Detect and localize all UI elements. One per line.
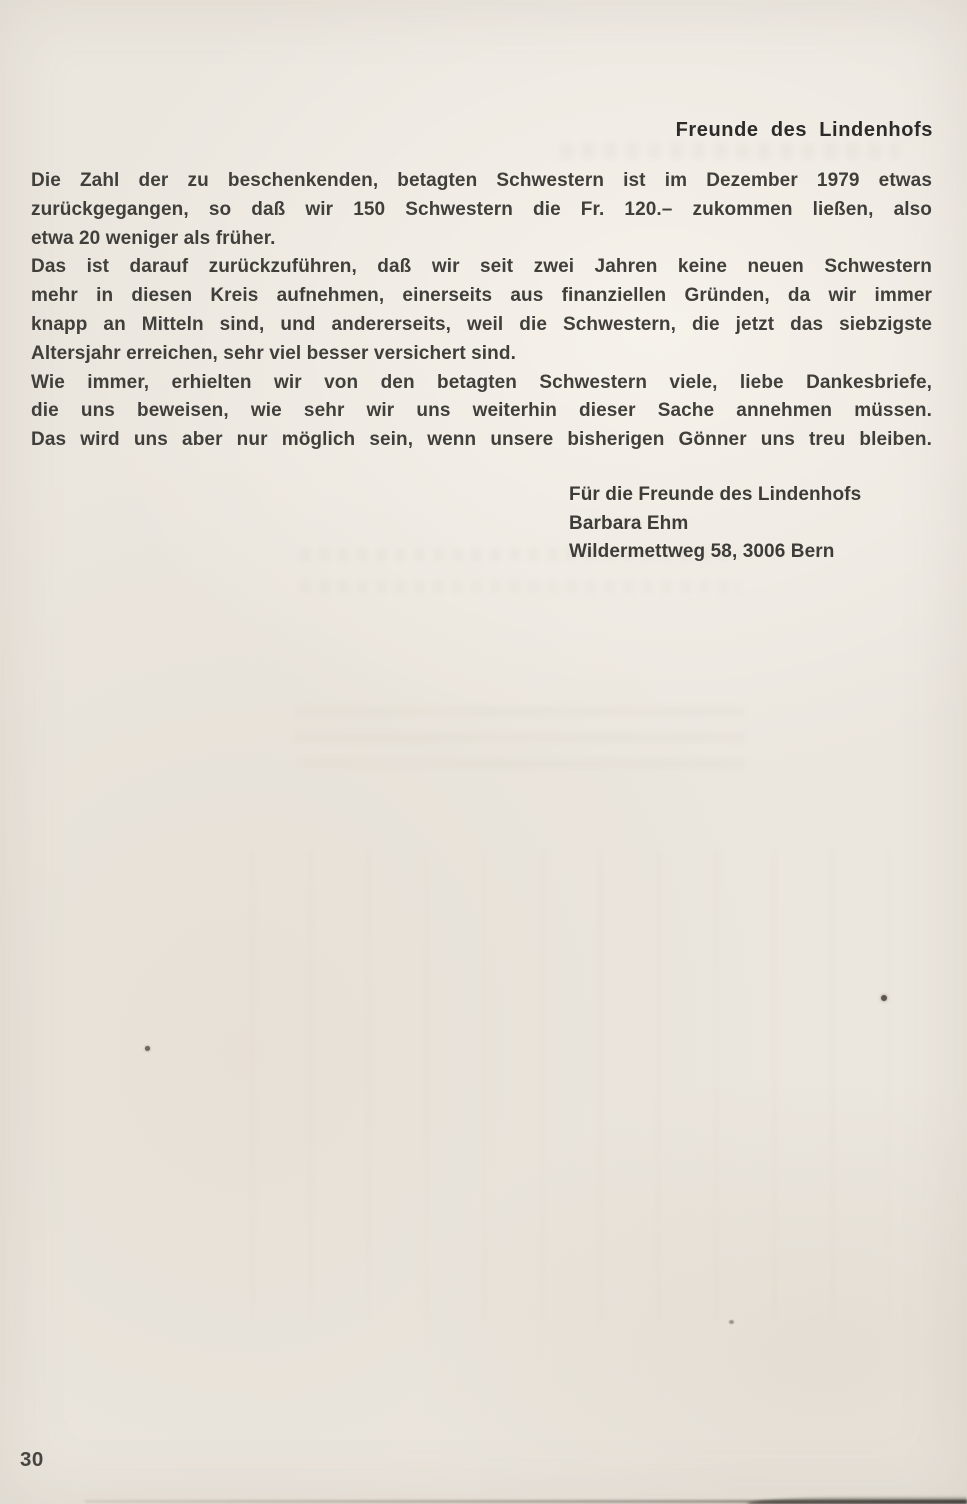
body-line: etwa 20 weniger als früher. (31, 227, 276, 249)
body-line: die uns beweisen, wie sehr wir uns weiterhin dieser Sache annehmen müssen. (31, 400, 932, 422)
body-line: knapp an Mitteln sind, und andererseits, weil die Schwestern, die jetzt das siebzigste (31, 313, 932, 335)
page-number: 30 (20, 1448, 44, 1471)
signature-address-line: Wildermettweg 58, 3006 Bern (569, 541, 835, 563)
body-text (31, 167, 932, 455)
paper-speck (729, 1320, 734, 1324)
body-line: Altersjahr erreichen, sehr viel besser versichert sind. (31, 342, 516, 364)
signature-block (569, 481, 861, 567)
body-line: Die Zahl der zu beschenkenden, betagten Schwestern ist im Dezember 1979 etwas (31, 170, 932, 191)
signature-role-line: Für die Freunde des Lindenhofs (569, 484, 862, 505)
bleedthrough-artifact (560, 143, 900, 159)
bleedthrough-artifact (250, 850, 890, 1320)
bleedthrough-artifact (295, 693, 745, 769)
body-line: Wie immer, erhielten wir von den betagten Schwestern viele, liebe Dankesbriefe, (31, 371, 932, 393)
body-line: Das wird uns aber nur möglich sein, wenn unsere bisherigen Gönner uns treu bleiben. (31, 429, 932, 451)
body-line: Das ist darauf zurückzuführen, daß wir seit zwei Jahren keine neuen Schwestern (31, 256, 932, 278)
body-line: zurückgegangen, so daß wir 150 Schwestern die Fr. 120.– zukommen ließen, also (31, 198, 932, 220)
scan-edge-shadow (747, 1496, 967, 1504)
paper-speck (145, 1046, 150, 1051)
body-line: mehr in diesen Kreis aufnehmen, einerseits aus finanziellen Gründen, da wir immer (31, 285, 932, 307)
page-title: Freunde des Lindenhofs (675, 119, 933, 141)
bleedthrough-artifact (300, 580, 740, 593)
signature-name-line: Barbara Ehm (569, 512, 689, 534)
paper-speck (881, 995, 887, 1001)
